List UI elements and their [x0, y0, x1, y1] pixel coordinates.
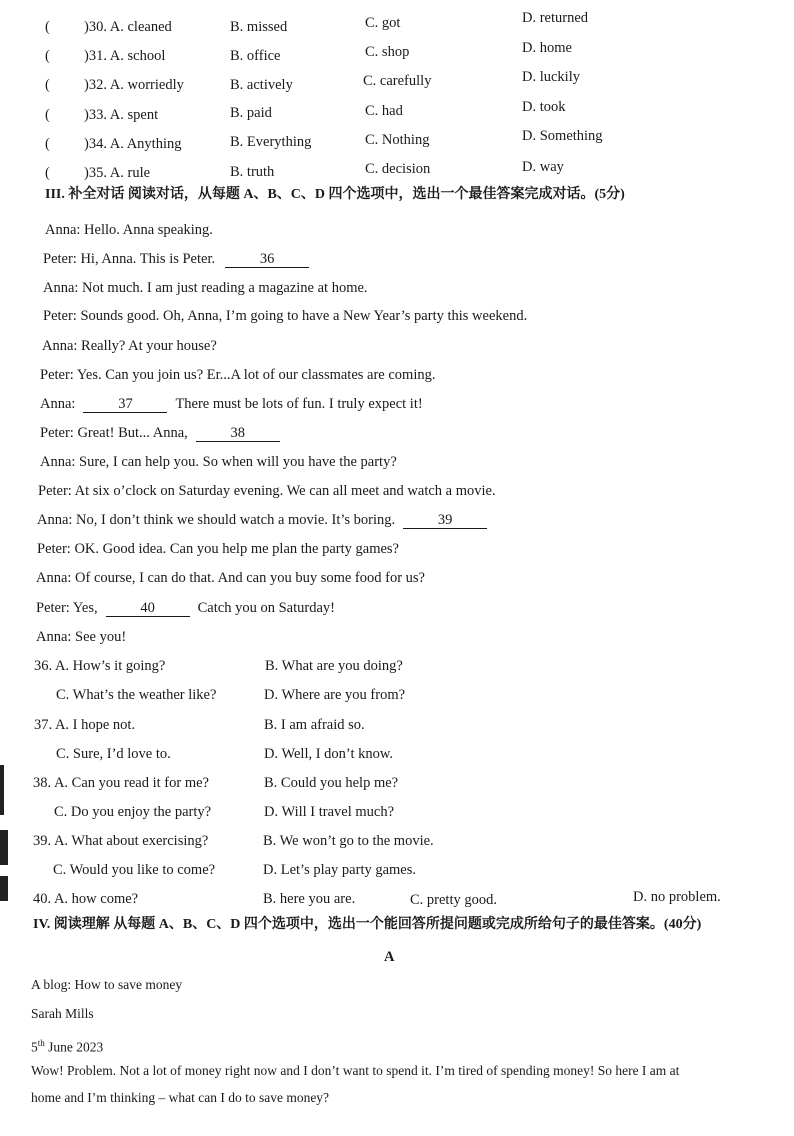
option-38-a: 38. A. Can you read it for me?	[33, 775, 209, 791]
option-a: )31. A. school	[84, 48, 166, 64]
option-b: B. Everything	[230, 134, 312, 150]
option-d: D. way	[522, 159, 564, 175]
section-4-heading: IV. 阅读理解 从每题 A、B、C、D 四个选项中，选出一个能回答所提问题或完成所给句子的最佳答案。(40分)	[33, 917, 702, 932]
answer-blank[interactable]: 39	[403, 513, 487, 529]
dialogue-line: Anna: Hello. Anna speaking.	[45, 222, 213, 238]
option-39-c: C. Would you like to come?	[53, 862, 216, 878]
section-3-heading: III. 补全对话 阅读对话，从每题 A、B、C、D 四个选项中，选出一个最佳答案完成对话。(5分)	[45, 187, 625, 202]
option-d: D. Something	[522, 128, 603, 144]
option-37-c: C. Sure, I’d love to.	[56, 746, 171, 762]
option-c: C. got	[365, 15, 401, 31]
option-c: C. carefully	[363, 73, 432, 89]
answer-paren: (	[45, 48, 50, 64]
dialogue-line: Anna: 37 There must be lots of fun. I truly expect it!	[40, 396, 423, 412]
dialogue-line: Anna: Not much. I am just reading a magazine at home.	[43, 280, 368, 296]
option-37-d: D. Well, I don’t know.	[264, 746, 394, 762]
option-39-a: 39. A. What about exercising?	[33, 833, 209, 849]
option-a: )32. A. worriedly	[84, 77, 184, 93]
blog-date: 5th June 2023	[31, 1038, 104, 1055]
option-37-a: 37. A. I hope not.	[34, 717, 136, 733]
option-d: D. returned	[522, 10, 589, 26]
option-a: )30. A. cleaned	[84, 19, 172, 35]
option-c: C. shop	[365, 44, 410, 60]
dialogue-line: Peter: Yes, 40 Catch you on Saturday!	[36, 600, 335, 616]
option-40-c: C. pretty good.	[410, 892, 497, 908]
answer-paren: (	[45, 165, 50, 181]
answer-paren: (	[45, 136, 50, 152]
binding-edge-mark	[0, 765, 4, 815]
dialogue-line: Peter: Hi, Anna. This is Peter. 36	[43, 250, 313, 268]
option-c: C. decision	[365, 161, 431, 177]
option-36-a: 36. A. How’s it going?	[34, 658, 166, 674]
dialogue-line: Peter: At six o’clock on Saturday evening. We can all meet and watch a movie.	[38, 483, 496, 499]
option-38-c: C. Do you enjoy the party?	[54, 804, 212, 820]
blog-author: Sarah Mills	[31, 1006, 94, 1021]
passage-label: A	[384, 949, 395, 965]
option-38-b: B. Could you help me?	[264, 775, 399, 791]
answer-paren: (	[45, 107, 50, 123]
binding-edge-mark	[0, 876, 8, 901]
dialogue-line: Anna: No, I don’t think we should watch a movie. It’s boring. 39	[37, 511, 491, 529]
answer-blank[interactable]: 38	[196, 426, 280, 442]
option-40-a: 40. A. how come?	[33, 891, 139, 907]
option-a: )33. A. spent	[84, 107, 159, 123]
option-40-b: B. here you are.	[263, 891, 356, 907]
option-40-d: D. no problem.	[633, 889, 721, 905]
answer-paren: (	[45, 77, 50, 93]
dialogue-line: Anna: Of course, I can do that. And can you buy some food for us?	[36, 570, 425, 586]
option-d: D. luckily	[522, 69, 580, 85]
dialogue-line: Peter: Yes. Can you join us? Er...A lot of our classmates are coming.	[40, 367, 436, 383]
option-a: )34. A. Anything	[84, 136, 182, 152]
answer-blank[interactable]: 37	[83, 397, 167, 413]
dialogue-line: Peter: OK. Good idea. Can you help me plan the party games?	[37, 541, 399, 557]
binding-edge-mark	[0, 830, 8, 865]
answer-blank[interactable]: 36	[225, 252, 309, 268]
option-c: C. had	[365, 103, 403, 119]
option-36-b: B. What are you doing?	[265, 658, 403, 674]
option-c: C. Nothing	[365, 132, 430, 148]
option-36-c: C. What’s the weather like?	[56, 687, 217, 703]
option-b: B. truth	[230, 164, 275, 180]
dialogue-line: Anna: Really? At your house?	[42, 338, 217, 354]
dialogue-line: Peter: Great! But... Anna, 38	[40, 424, 284, 442]
option-d: D. took	[522, 99, 566, 115]
answer-blank[interactable]: 40	[106, 601, 190, 617]
dialogue-line: Anna: See you!	[36, 629, 127, 645]
option-36-d: D. Where are you from?	[264, 687, 406, 703]
option-d: D. home	[522, 40, 572, 56]
option-b: B. missed	[230, 19, 288, 35]
dialogue-line: Anna: Sure, I can help you. So when will you have the party?	[40, 454, 397, 470]
option-39-d: D. Let’s play party games.	[263, 862, 417, 878]
answer-paren: (	[45, 19, 50, 35]
blog-title: A blog: How to save money	[31, 977, 183, 992]
blog-paragraph-line: Wow! Problem. Not a lot of money right now and I don’t want to spend it. I’m tired of spending money! So here I am at	[31, 1063, 680, 1078]
option-b: B. paid	[230, 105, 272, 121]
option-b: B. office	[230, 48, 281, 64]
option-39-b: B. We won’t go to the movie.	[263, 833, 434, 849]
option-b: B. actively	[230, 77, 293, 93]
dialogue-line: Peter: Sounds good. Oh, Anna, I’m going to have a New Year’s party this weekend.	[43, 308, 528, 324]
option-a: )35. A. rule	[84, 165, 151, 181]
option-38-d: D. Will I travel much?	[264, 804, 395, 820]
option-37-b: B. I am afraid so.	[264, 717, 365, 733]
blog-paragraph-line: home and I’m thinking – what can I do to save money?	[31, 1090, 330, 1105]
